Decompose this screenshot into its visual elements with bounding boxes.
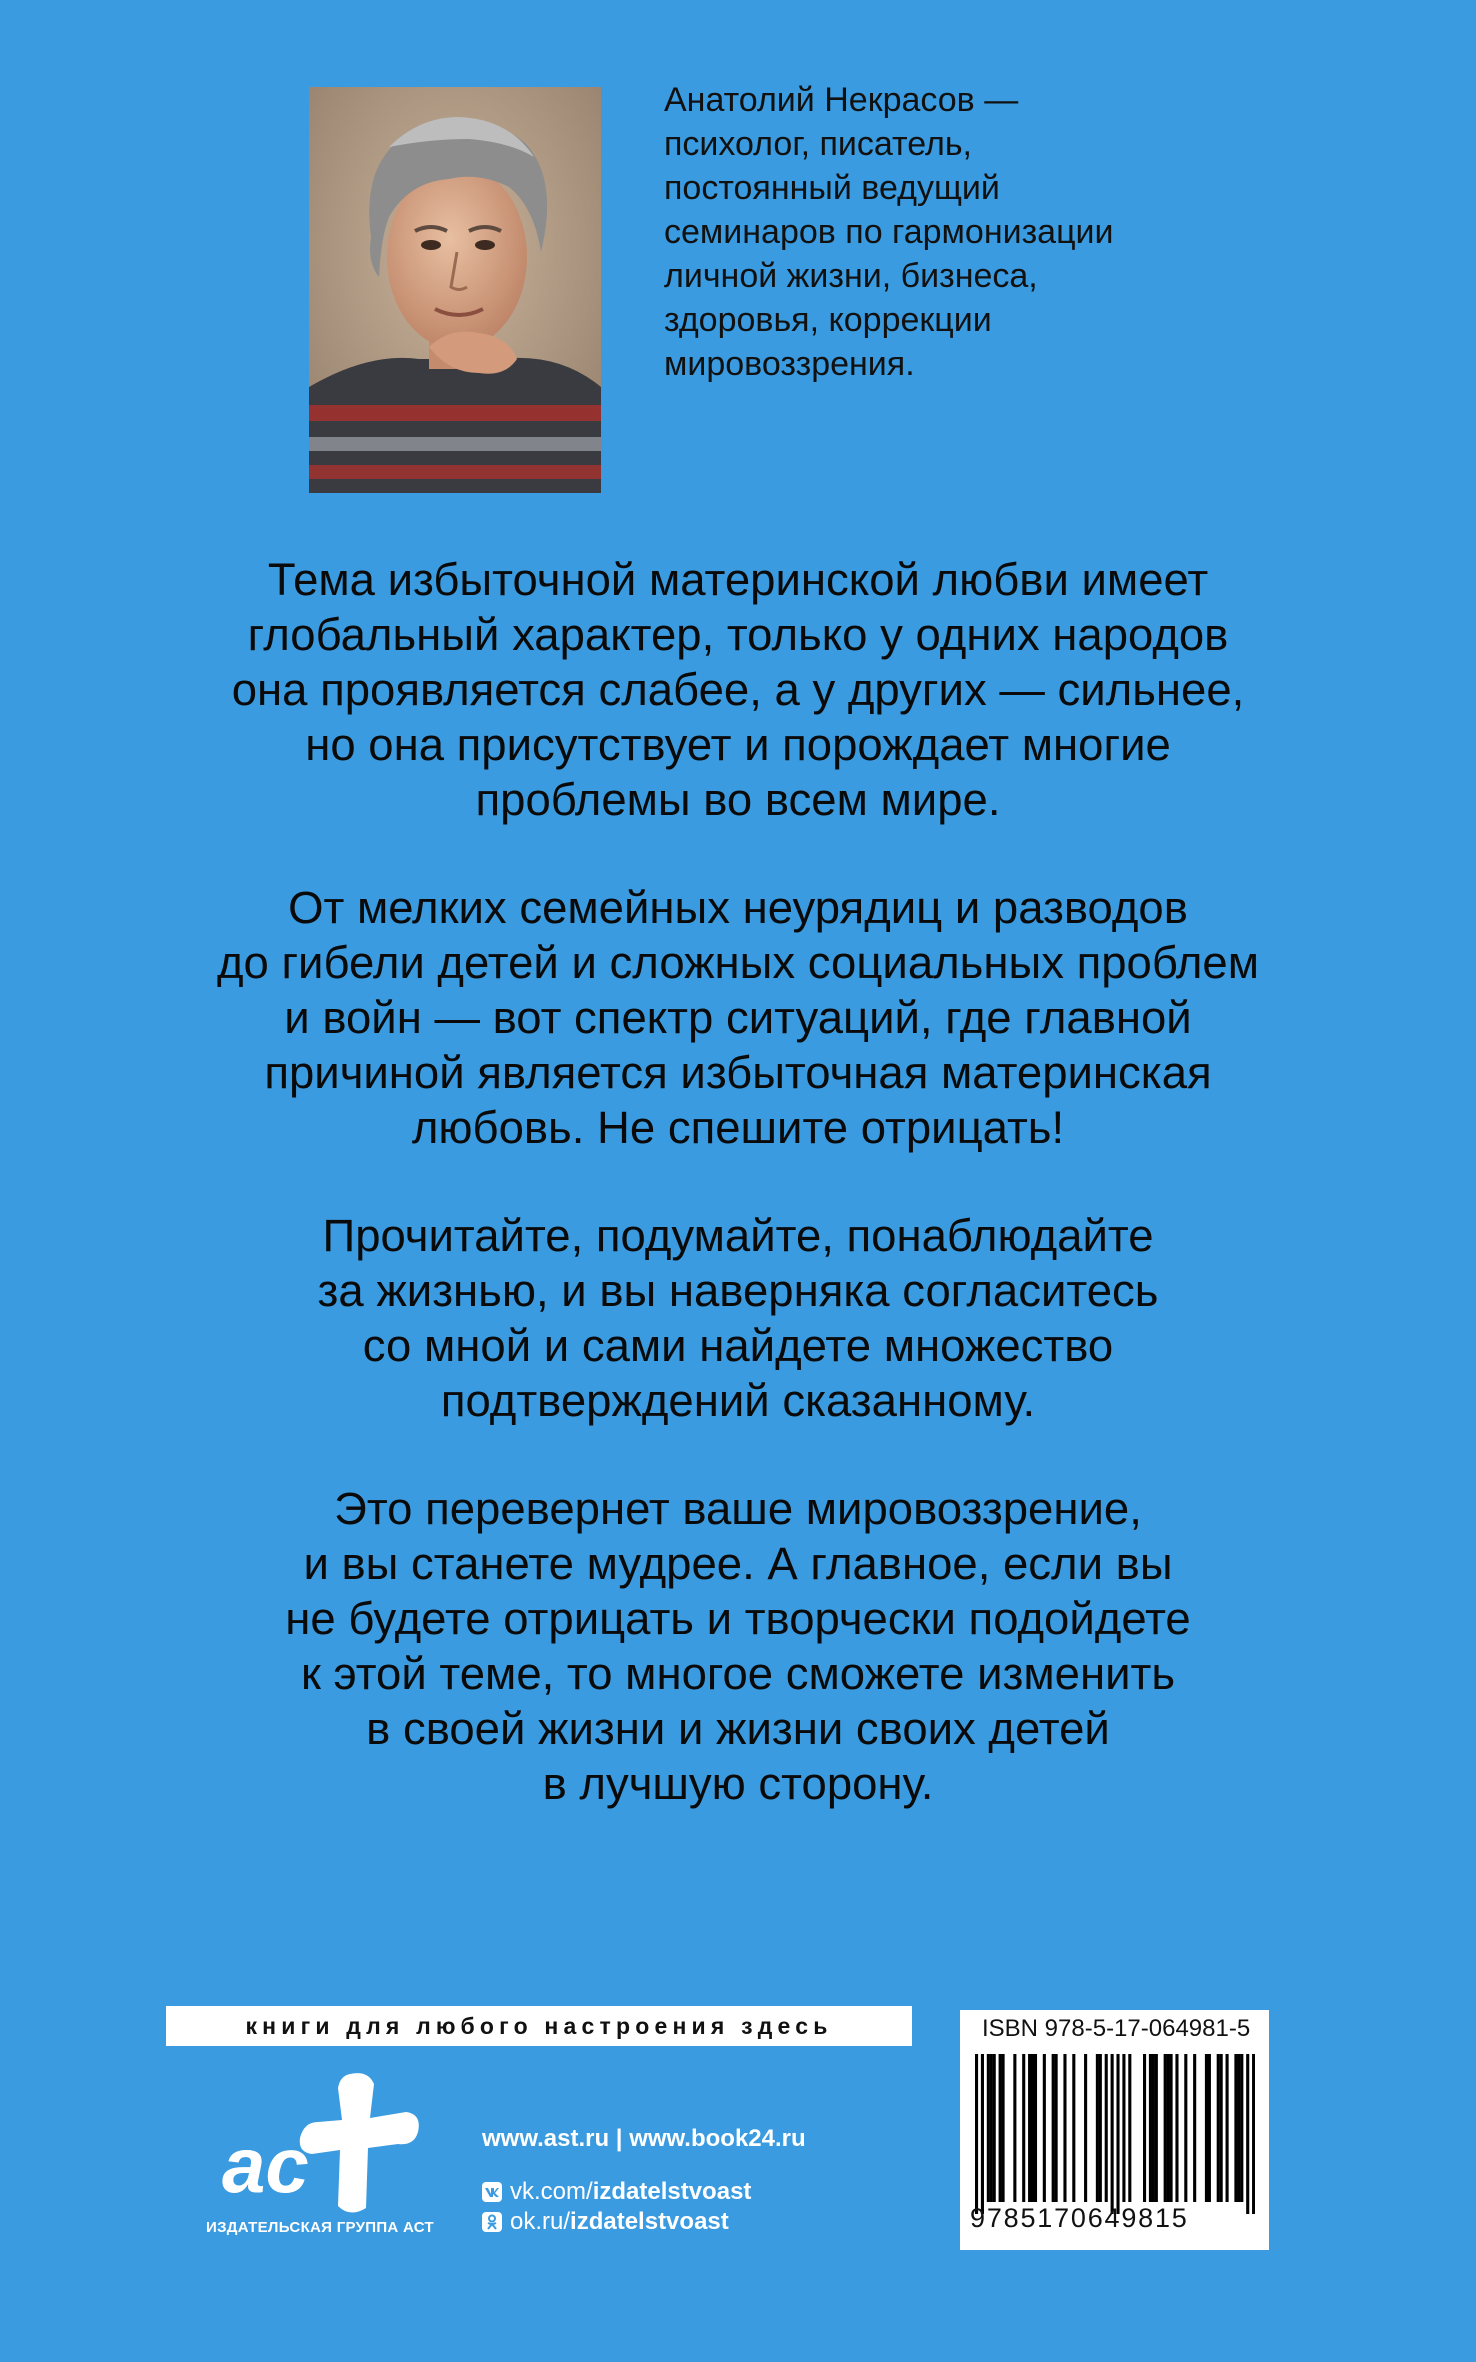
barcode-bar — [1252, 2054, 1255, 2214]
barcode-bar — [1096, 2054, 1099, 2202]
author-photo — [309, 87, 601, 493]
barcode-bar — [1028, 2054, 1031, 2202]
barcode-bar — [1002, 2054, 1005, 2202]
vk-prefix: vk.com/ — [510, 2178, 593, 2205]
author-bio: Анатолий Некрасов — психолог, писатель, постоянный ведущий семинаров по гармонизации личной жизни, бизнеса, здоровья, коррекции мировоззрения. — [664, 81, 1114, 383]
barcode-bar — [1226, 2054, 1229, 2202]
barcode-bar — [1099, 2054, 1102, 2202]
barcode-bar — [1184, 2054, 1187, 2202]
barcode-bar — [1143, 2054, 1146, 2202]
barcode-bar — [1072, 2054, 1075, 2202]
barcode-bar — [1234, 2054, 1237, 2202]
barcode-bar — [993, 2054, 996, 2202]
blurb-paragraph: Прочитайте, подумайте, понаблюдайте за жизнью, и вы наверняка согласитесь со мной и сами найдете множество подтверждений сказанному. — [317, 1210, 1159, 1426]
vk-handle: izdatelstvoast — [592, 2178, 752, 2205]
ok-handle: izdatelstvoast — [570, 2208, 729, 2235]
barcode-bar — [1031, 2054, 1034, 2202]
barcode-bar — [1237, 2054, 1240, 2202]
barcode-bar — [975, 2054, 978, 2214]
publisher-links — [482, 2125, 806, 2237]
vk-icon — [482, 2182, 502, 2202]
ast-logo-text: ac — [222, 2121, 309, 2209]
blurb-text — [100, 552, 1376, 1864]
barcode-bar — [1043, 2054, 1046, 2202]
barcode-bar — [1116, 2054, 1119, 2214]
barcode-bar — [1155, 2054, 1158, 2202]
barcode-bar — [1164, 2054, 1167, 2202]
barcode-bar — [1193, 2054, 1196, 2202]
barcode-digits: 9785170649815 — [970, 2203, 1189, 2233]
barcode-bar — [1013, 2054, 1016, 2202]
barcode-bar — [1128, 2054, 1131, 2202]
barcode-bar — [1122, 2054, 1125, 2202]
barcode-bars — [975, 2054, 1255, 2214]
ok-prefix: ok.ru/ — [510, 2208, 571, 2235]
ast-cross-logo — [200, 2068, 440, 2218]
publisher-name: ИЗДАТЕЛЬСКАЯ ГРУППА АСТ — [205, 2219, 434, 2236]
isbn-label: ISBN 978-5-17-064981-5 — [982, 2015, 1251, 2042]
barcode-bar — [1105, 2054, 1108, 2202]
barcode-bar — [1084, 2054, 1087, 2202]
barcode-bar — [1205, 2054, 1208, 2202]
blurb-paragraph: От мелких семейных неурядиц и разводов до гибели детей и сложных социальных проблем и войн — вот спектр ситуаций, где главной причиной является избыточная материнская любовь. Не спешите отрицать! — [216, 882, 1260, 1153]
barcode-bar — [1240, 2054, 1243, 2202]
barcode-bar — [1052, 2054, 1055, 2202]
ok-link[interactable] — [482, 2207, 806, 2237]
vk-link[interactable] — [482, 2177, 806, 2207]
barcode-bar — [1246, 2054, 1249, 2214]
barcode-bar — [1175, 2054, 1178, 2202]
barcode-bar — [1208, 2054, 1211, 2202]
blurb-paragraph: Тема избыточной материнской любви имеет глобальный характер, только у одних народов она проявляется слабее, а у других — сильнее, но она присутствует и порождает многие проблемы во всем мире. — [231, 554, 1245, 825]
barcode-bar — [1220, 2054, 1223, 2202]
barcode-bar — [1063, 2054, 1066, 2202]
barcode-bar — [1152, 2054, 1155, 2202]
barcode-bar — [1022, 2054, 1025, 2202]
barcode-bar — [981, 2054, 984, 2214]
barcode-bar — [1055, 2054, 1058, 2202]
barcode-bar — [1217, 2054, 1220, 2202]
barcode-bar — [1111, 2054, 1114, 2214]
barcode-bar — [999, 2054, 1002, 2202]
barcode-bar — [1170, 2054, 1173, 2202]
barcode-bar — [987, 2054, 990, 2202]
barcode-bar — [1149, 2054, 1152, 2202]
ok-icon — [482, 2212, 502, 2232]
isbn-barcode — [960, 2010, 1269, 2250]
blurb-paragraph: Это перевернет ваше мировоззрение, и вы станете мудрее. А главное, если вы не будете отрицать и творчески подойдете к этой теме, то многое сможете изменить в своей жизни и жизни своих детей в лучшую сторону. — [285, 1483, 1191, 1809]
website-links[interactable]: www.ast.ru | www.book24.ru — [482, 2125, 806, 2152]
barcode-bar — [1167, 2054, 1170, 2202]
tagline-banner: книги для любого настроения здесь — [166, 2006, 912, 2046]
barcode-bar — [990, 2054, 993, 2202]
barcode-bar — [1034, 2054, 1037, 2202]
